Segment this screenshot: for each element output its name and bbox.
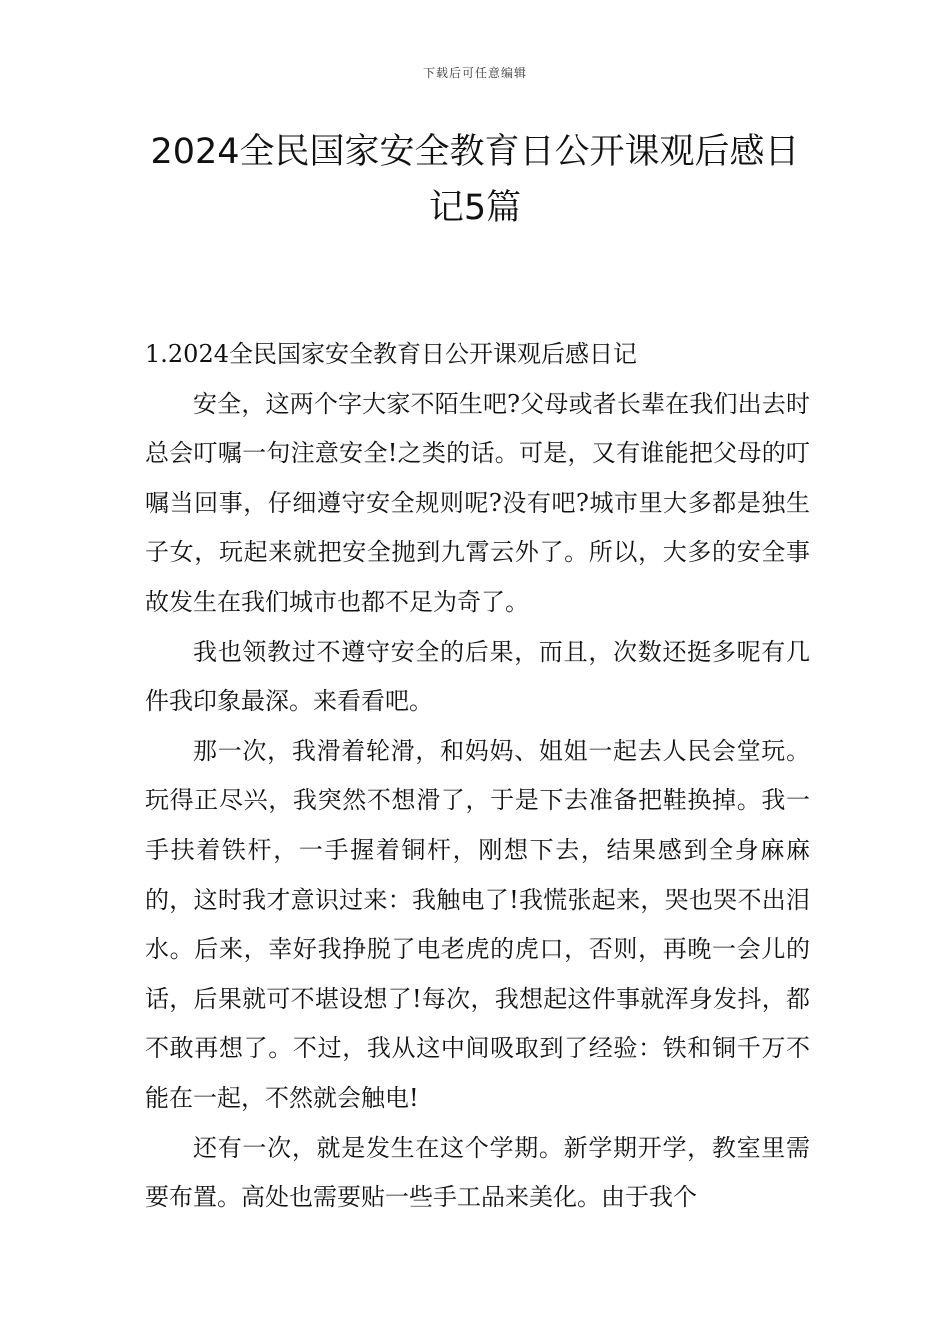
- document-title-line-2: 记5篇: [428, 188, 522, 228]
- document-body: [145, 330, 810, 1223]
- paragraph: 安全，这两个字大家不陌生吧?父母或者长辈在我们出去时总会叮嘱一句注意安全!之类的话。可是，又有谁能把父母的叮嘱当回事，仔细遵守安全规则呢?没有吧?城市里大多都是独生子女，玩起来就把安全抛到九霄云外了。所以，大多的安全事故发生在我们城市也都不足为奇了。: [145, 389, 810, 616]
- document-title-line-1: 2024全民国家安全教育日公开课观后感日: [150, 132, 800, 172]
- paragraph: 那一次，我滑着轮滑，和妈妈、姐姐一起去人民会堂玩。玩得正尽兴，我突然不想滑了，于是下去准备把鞋换掉。我一手扶着铁杆，一手握着铜杆，刚想下去，结果感到全身麻麻的，这时我才意识过来：我触电了!我慌张起来，哭也哭不出泪水。后来，幸好我挣脱了电老虎的虎口，否则，再晚一会儿的话，后果就可不堪设想了!每次，我想起这件事就浑身发抖，都不敢再想了。不过，我从这中间吸取到了经验：铁和铜千万不能在一起，不然就会触电!: [145, 736, 810, 1112]
- header-note: 下载后可任意编辑: [422, 66, 527, 80]
- paragraph: 我也领教过不遵守安全的后果，而且，次数还挺多呢有几件我印象最深。来看看吧。: [145, 637, 810, 716]
- document-title: [120, 124, 830, 236]
- section-heading: 1.2024全民国家安全教育日公开课观后感日记: [145, 340, 637, 368]
- paragraph: 还有一次，就是发生在这个学期。新学期开学，教室里需要布置。高处也需要贴一些手工品来美化。由于我个: [145, 1133, 810, 1212]
